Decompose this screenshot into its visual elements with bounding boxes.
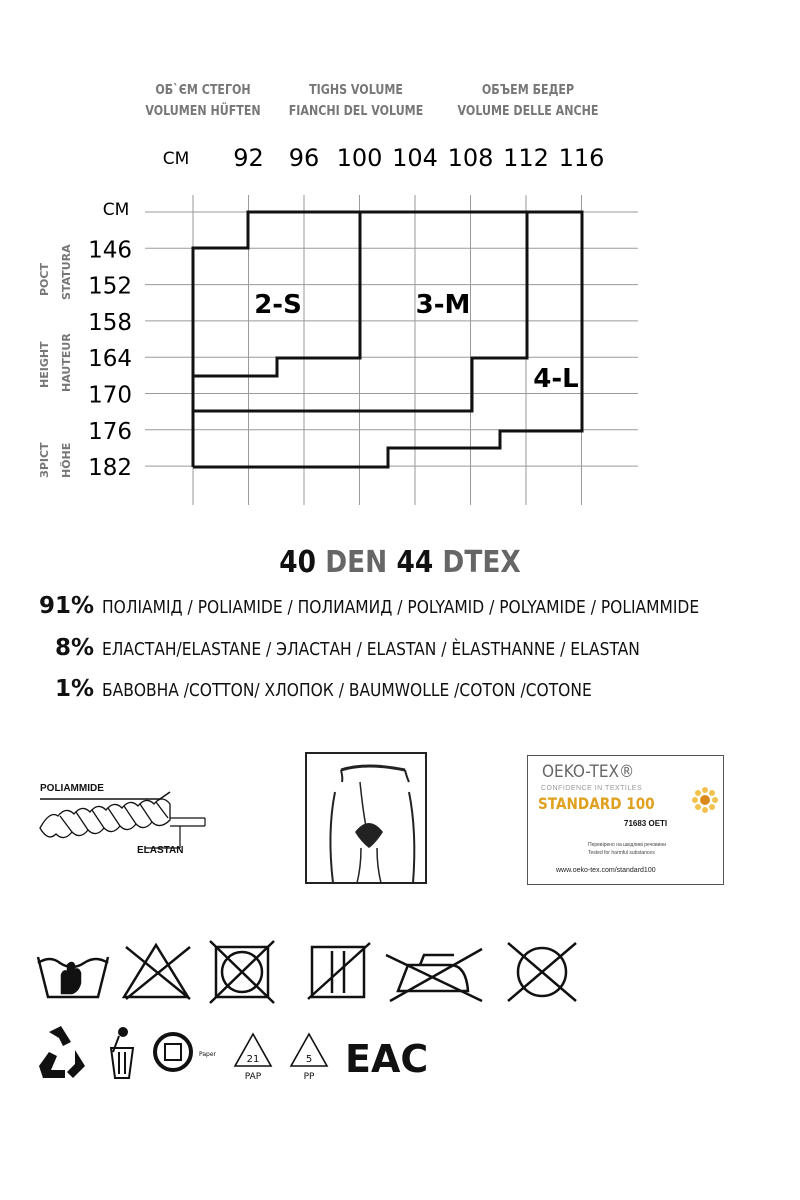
size-chart <box>0 0 800 520</box>
pp-5-icon <box>291 1034 327 1082</box>
header-line: VOLUMEN HÜFTEN <box>145 103 261 119</box>
composition-text: ЕЛАСТАН/ELASTANE / ЭЛАСТАН / ELASTAN / ÈLASTHANNE / ELASTAN <box>102 639 640 660</box>
y-tick-label: 176 <box>88 418 132 445</box>
x-tick-label: 92 <box>233 144 264 172</box>
side-label-zrist: ЗРІСТ <box>38 442 51 478</box>
oeko-title: OEKO-TEX® <box>542 762 635 782</box>
oeko-note-en: Tested for harmful substances <box>588 850 655 856</box>
no-tumble-dry-icon <box>210 941 274 1003</box>
x-tick-label: 104 <box>392 144 438 172</box>
x-tick-label: 108 <box>447 144 494 172</box>
composition-percent: 8% <box>54 635 94 661</box>
pap-number: 21 <box>246 1054 260 1065</box>
x-tick-label: 112 <box>503 144 549 172</box>
size-4l-outline <box>193 212 582 467</box>
y-unit-label: CM <box>102 200 130 220</box>
dtex-unit: DTEX <box>442 545 521 580</box>
daisy-icon <box>691 786 719 814</box>
oeko-tex-label <box>527 755 724 885</box>
pap-21-icon <box>235 1034 271 1082</box>
y-tick-label: 158 <box>88 309 132 336</box>
y-tick-labels <box>88 237 132 481</box>
y-tick-label: 152 <box>88 273 132 300</box>
eco-icons-row <box>35 1022 429 1084</box>
header-line: VOLUME DELLE ANCHE <box>457 103 599 119</box>
composition-row <box>30 593 796 619</box>
dispose-bin-icon <box>111 1028 133 1078</box>
tights-silhouette-icon <box>305 752 427 884</box>
care-icons-row <box>30 935 590 1007</box>
composition-text: БАВОВНА /COTTON/ ХЛОПОК / BAUMWOLLE /COTON /COTONE <box>102 680 592 701</box>
no-dry-clean-icon <box>508 943 576 1001</box>
svg-text:Paper: Paper <box>199 1051 216 1058</box>
fabric-bottom-label: ELASTAN <box>137 845 184 856</box>
y-tick-label: 170 <box>88 382 132 409</box>
pap-label: PAP <box>244 1072 262 1082</box>
wash-hand-icon <box>38 957 108 997</box>
no-bleach-icon <box>124 945 190 999</box>
composition-percent: 91% <box>38 593 94 619</box>
eac-icon: EAC <box>345 1037 429 1081</box>
side-label-height: HEIGHT <box>38 341 51 388</box>
side-label-hohe: HÖHE <box>60 442 73 478</box>
side-label-rost: РОСТ <box>38 263 51 296</box>
pp-number: 5 <box>305 1054 313 1065</box>
x-tick-labels <box>233 144 604 172</box>
oeko-url: www.oeko-tex.com/standard100 <box>556 867 656 874</box>
side-label-statura: STATURA <box>60 244 73 300</box>
density-line <box>48 545 752 580</box>
x-unit-label: СМ <box>162 149 190 169</box>
composition-percent: 1% <box>54 676 94 702</box>
y-tick-label: 182 <box>88 455 132 482</box>
side-label-hauteur: HAUTEUR <box>60 333 73 392</box>
composition-row <box>30 635 727 661</box>
composition-row <box>30 676 671 702</box>
fabric-top-label: POLIAMMIDE <box>40 783 104 794</box>
recycle-icon <box>39 1026 85 1078</box>
packaging-mark-icon <box>155 1034 217 1070</box>
size-2s-label: 2-S <box>254 290 302 320</box>
oeko-standard: STANDARD 100 <box>538 794 655 813</box>
y-tick-label: 164 <box>88 346 132 373</box>
no-iron-icon <box>386 949 482 1001</box>
header-line: ОБ`ЄМ СТЕГОН <box>155 82 251 98</box>
x-tick-label: 116 <box>558 144 605 172</box>
header-line: FIANCHI DEL VOLUME <box>288 103 424 119</box>
no-drip-dry-icon <box>308 943 370 999</box>
header-line: TIGHS VOLUME <box>309 82 403 98</box>
den-value: 40 <box>279 545 317 580</box>
size-4l-label: 4-L <box>533 364 579 394</box>
size-3m-label: 3-M <box>415 290 471 320</box>
y-tick-label: 146 <box>88 237 132 264</box>
oeko-note-ua: Перевірено на шкідливі речовини <box>588 842 667 848</box>
den-unit: DEN <box>325 545 388 580</box>
grid-lines <box>145 195 638 505</box>
x-tick-label: 100 <box>336 144 383 172</box>
dtex-value: 44 <box>396 545 434 580</box>
pp-label: PP <box>303 1072 315 1082</box>
oeko-subtitle: CONFIDENCE IN TEXTILES <box>541 785 643 792</box>
oeko-code: 71683 OETI <box>624 819 668 828</box>
x-tick-label: 96 <box>288 144 320 172</box>
composition-text: ПОЛІАМІД / POLIAMIDE / ПОЛИАМИД / POLYAMID / POLYAMIDE / POLIAMMIDE <box>102 597 700 618</box>
header-line: ОБЪЕМ БЕДЕР <box>481 82 575 98</box>
